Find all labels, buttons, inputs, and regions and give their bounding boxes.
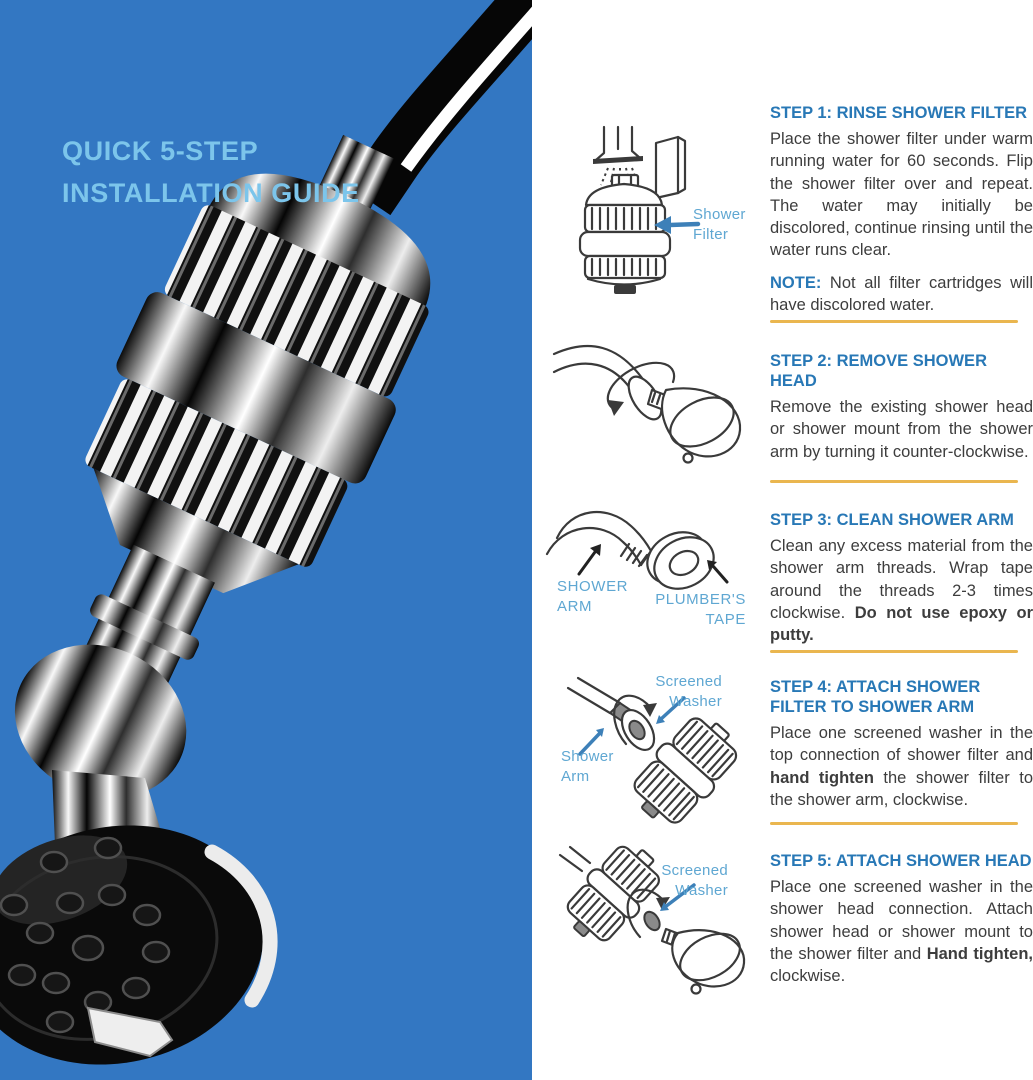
step-2-heading: STEP 2: REMOVE SHOWER HEAD [770, 352, 987, 390]
step-3-body: Clean any excess material from the shower arm threads. Wrap tape around the threads 2-3 times clockwise. Do not use epoxy or putty. [770, 537, 1033, 645]
label-screened-washer: Screened Washer [661, 862, 728, 899]
step-4 [770, 677, 1033, 811]
label-shower-arm: SHOWER ARM [557, 578, 629, 615]
pipe-stub [560, 847, 590, 871]
filter-drawing [580, 175, 670, 294]
divider-2 [770, 480, 1018, 483]
step-3-heading: STEP 3: CLEAN SHOWER ARM [770, 511, 1014, 529]
step-5 [770, 851, 1033, 987]
label-shower-filter: Shower Filter [693, 206, 746, 243]
shower-head-drawing [662, 387, 742, 462]
faucet [593, 127, 643, 164]
label-shower-arm: Shower Arm [561, 748, 614, 785]
guide-title-line2: INSTALLATION GUIDE [62, 178, 360, 208]
shower-head-drawing [672, 924, 747, 993]
step-1-heading: STEP 1: RINSE SHOWER FILTER [770, 104, 1027, 122]
step-5-heading: STEP 5: ATTACH SHOWER HEAD [770, 852, 1032, 870]
washer [641, 909, 663, 933]
shower-head [0, 770, 286, 1080]
step-2-body: Remove the existing shower head or shower mount from the shower arm by turning it counter-clockwise. [770, 398, 1033, 461]
page-title [62, 130, 402, 214]
note-label: NOTE: [770, 273, 822, 292]
step-1-note: NOTE: Not all filter cartridges will have discolored water. [770, 273, 1033, 315]
label-plumbers-tape: PLUMBER'S TAPE [655, 591, 746, 628]
guide-title-line1: QUICK 5-STEP [62, 136, 259, 166]
divider-4 [770, 822, 1018, 825]
divider-3 [770, 650, 1018, 653]
shower-arm-drawing [547, 512, 651, 566]
divider-1 [770, 320, 1018, 323]
step-2-illustration [552, 338, 767, 473]
step-1-illustration [558, 103, 763, 303]
step-3 [770, 510, 1033, 646]
step-1 [770, 103, 1033, 316]
step-2 [770, 351, 1033, 463]
arrow-icon [579, 544, 601, 574]
step-5-body: Place one screened washer in the shower head connection. Attach shower head or shower mount to the shower filter and Hand tighten, clockwise. [770, 878, 1033, 986]
label-screened-washer: Screened Washer [655, 673, 722, 710]
step-1-body: Place the shower filter under warm running water for 60 seconds. Flip the shower filter over and repeat. The water may initially be discolored, continue rinsing until the water runs clear. [770, 130, 1033, 260]
wall [656, 137, 685, 198]
step-4-heading: STEP 4: ATTACH SHOWER FILTER TO SHOWER ARM [770, 678, 981, 716]
step-4-body: Place one screened washer in the top connection of shower filter and hand tighten the shower filter to the shower arm, clockwise. [770, 724, 1033, 809]
